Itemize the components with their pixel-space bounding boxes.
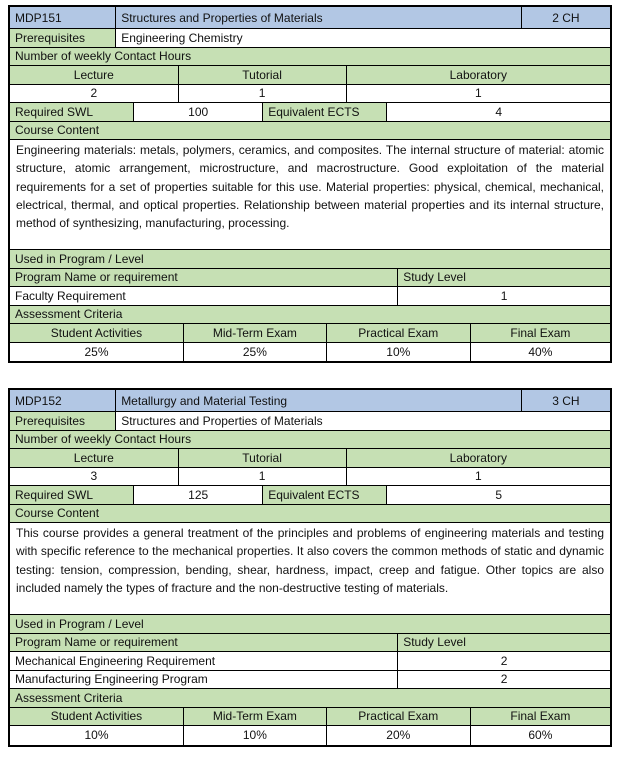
mid-term-exam-header: Mid-Term Exam bbox=[184, 708, 327, 726]
credit-hours-badge: 3 CH bbox=[522, 390, 610, 411]
laboratory-header: Laboratory bbox=[347, 449, 610, 467]
practical-exam-value: 20% bbox=[327, 726, 471, 745]
lecture-hours: 3 bbox=[10, 468, 179, 486]
program-name-header: Program Name or requirement bbox=[10, 634, 398, 652]
table-row bbox=[10, 140, 610, 250]
mid-term-exam-value: 10% bbox=[184, 726, 327, 745]
course-content-header: Course Content bbox=[10, 122, 610, 140]
mid-term-exam-header: Mid-Term Exam bbox=[184, 324, 327, 342]
study-level-value: 2 bbox=[500, 653, 508, 668]
study-level-value: 2 bbox=[500, 672, 508, 687]
table-row bbox=[10, 431, 610, 450]
required-swl-label: Required SWL bbox=[10, 103, 134, 121]
prerequisites-label: Prerequisites bbox=[10, 412, 116, 430]
table-row bbox=[10, 7, 610, 29]
course-table-mdp152 bbox=[8, 388, 612, 747]
student-activities-value: 10% bbox=[10, 726, 184, 745]
course-content-text: This course provides a general treatment of the principles and problems of engineering materials and testing with specific reference to the mechanical properties. It also covers the common methods of static and dynamic testing: tension, compression, bending, shear, hardness, impact, creep and fatigue. Other topics are also included namely the types of fracture and the non-destructive testing of materials. bbox=[16, 526, 604, 595]
required-swl-value: 125 bbox=[134, 486, 263, 504]
mid-term-exam-value: 25% bbox=[184, 343, 327, 362]
laboratory-hours: 1 bbox=[474, 469, 482, 484]
table-row bbox=[10, 726, 610, 745]
assessment-criteria-header: Assessment Criteria bbox=[10, 689, 610, 707]
equivalent-ects-value: 4 bbox=[495, 104, 503, 119]
contact-hours-header: Number of weekly Contact Hours bbox=[10, 431, 610, 449]
tutorial-hours: 1 bbox=[179, 468, 347, 486]
credit-hours-badge: 2 CH bbox=[522, 7, 610, 28]
table-row bbox=[10, 287, 610, 306]
table-row bbox=[10, 390, 610, 412]
table-row bbox=[10, 689, 610, 708]
tutorial-header: Tutorial bbox=[179, 449, 347, 467]
table-row bbox=[10, 505, 610, 524]
program-name: Mechanical Engineering Requirement bbox=[10, 652, 398, 670]
final-exam-value: 60% bbox=[528, 728, 553, 743]
contact-hours-header: Number of weekly Contact Hours bbox=[10, 48, 610, 66]
table-row bbox=[10, 48, 610, 67]
equivalent-ects-value: 5 bbox=[495, 487, 503, 502]
course-content-header: Course Content bbox=[10, 505, 610, 523]
study-level-header: Study Level bbox=[398, 634, 610, 652]
study-level-header: Study Level bbox=[398, 269, 610, 287]
tutorial-hours: 1 bbox=[179, 85, 347, 103]
equivalent-ects-label: Equivalent ECTS bbox=[263, 103, 387, 121]
table-row bbox=[10, 103, 610, 122]
table-row bbox=[10, 468, 610, 487]
table-row bbox=[10, 29, 610, 48]
prerequisites-value: Structures and Properties of Materials bbox=[121, 413, 323, 428]
table-row bbox=[10, 306, 610, 325]
course-title: Structures and Properties of Materials bbox=[116, 7, 522, 28]
student-activities-header: Student Activities bbox=[10, 708, 184, 726]
laboratory-hours: 1 bbox=[474, 86, 482, 101]
table-row bbox=[10, 449, 610, 468]
table-row bbox=[10, 85, 610, 104]
used-in-program-header: Used in Program / Level bbox=[10, 615, 610, 633]
table-row bbox=[10, 250, 610, 269]
prerequisites-label: Prerequisites bbox=[10, 29, 116, 47]
study-level-value: 1 bbox=[500, 288, 508, 303]
prerequisites-value: Engineering Chemistry bbox=[121, 30, 243, 45]
student-activities-value: 25% bbox=[10, 343, 184, 362]
course-title: Metallurgy and Material Testing bbox=[116, 390, 522, 411]
lecture-header: Lecture bbox=[10, 449, 179, 467]
table-row bbox=[10, 634, 610, 653]
table-row bbox=[10, 708, 610, 727]
program-name: Faculty Requirement bbox=[10, 287, 398, 305]
equivalent-ects-label: Equivalent ECTS bbox=[263, 486, 387, 504]
final-exam-header: Final Exam bbox=[471, 708, 610, 726]
student-activities-header: Student Activities bbox=[10, 324, 184, 342]
table-row bbox=[10, 343, 610, 362]
practical-exam-header: Practical Exam bbox=[327, 324, 471, 342]
used-in-program-header: Used in Program / Level bbox=[10, 250, 610, 268]
course-content-text: Engineering materials: metals, polymers, ceramics, and composites. The internal structure of material: atomic structure, atomic arrangement, microstructure, and macrostructure. Good exploitation of the material requirements for a set of properties suitable for this use. Material properties: physical, chemical, mechanical, electrical, thermal, and optical properties. Relationship between material properties and its internal structure, method of synthesizing, manufacturing, processing. bbox=[16, 143, 604, 231]
final-exam-value: 40% bbox=[528, 344, 553, 359]
table-row bbox=[10, 671, 610, 690]
table-row bbox=[10, 269, 610, 288]
assessment-criteria-header: Assessment Criteria bbox=[10, 306, 610, 324]
practical-exam-value: 10% bbox=[327, 343, 471, 362]
table-row bbox=[10, 652, 610, 671]
course-table-mdp151 bbox=[8, 5, 612, 363]
lecture-hours: 2 bbox=[10, 85, 179, 103]
course-code: MDP151 bbox=[10, 7, 116, 28]
program-name-header: Program Name or requirement bbox=[10, 269, 398, 287]
table-row bbox=[10, 523, 610, 615]
table-row bbox=[10, 615, 610, 634]
course-code: MDP152 bbox=[10, 390, 116, 411]
table-row bbox=[10, 66, 610, 85]
table-row bbox=[10, 412, 610, 431]
required-swl-label: Required SWL bbox=[10, 486, 134, 504]
table-row bbox=[10, 486, 610, 505]
laboratory-header: Laboratory bbox=[347, 66, 610, 84]
required-swl-value: 100 bbox=[134, 103, 263, 121]
practical-exam-header: Practical Exam bbox=[327, 708, 471, 726]
table-row bbox=[10, 122, 610, 141]
lecture-header: Lecture bbox=[10, 66, 179, 84]
final-exam-header: Final Exam bbox=[471, 324, 610, 342]
tutorial-header: Tutorial bbox=[179, 66, 347, 84]
table-row bbox=[10, 324, 610, 343]
program-name: Manufacturing Engineering Program bbox=[10, 671, 398, 689]
